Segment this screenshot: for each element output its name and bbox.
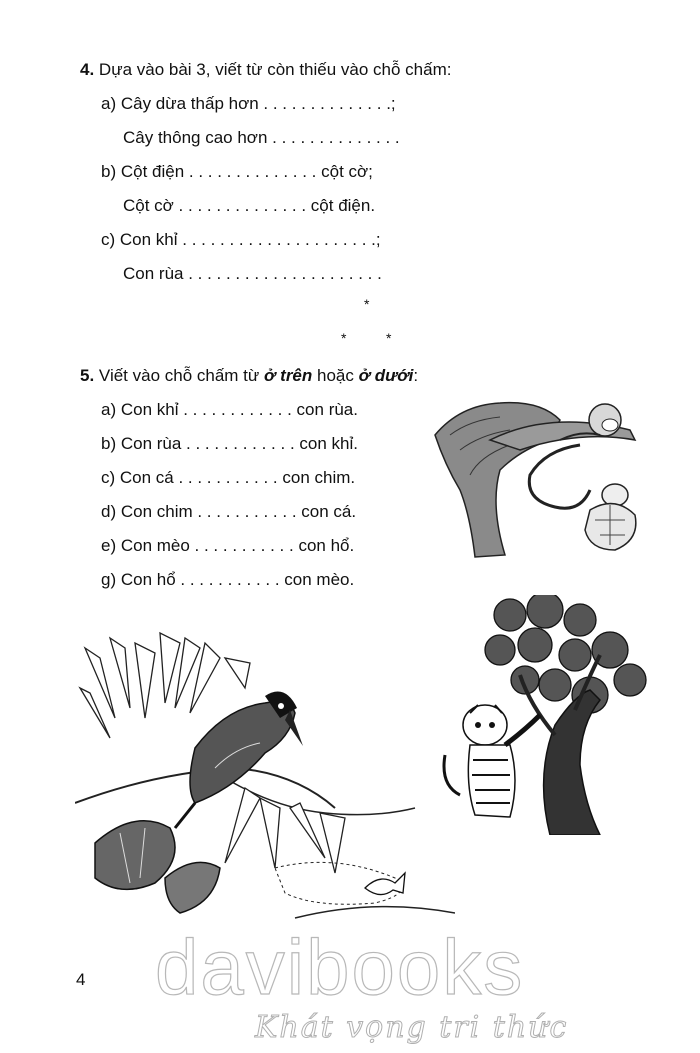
tiger-cat-tree-icon bbox=[440, 595, 655, 835]
bird-fish-icon bbox=[75, 628, 455, 933]
exercise-4-line-c1: c) Con khỉ . . . . . . . . . . . . . . . . . . . . .; bbox=[101, 230, 381, 249]
exercise-5-line-d: d) Con chim . . . . . . . . . . . con cá. bbox=[101, 502, 357, 521]
exercise-4-line-a2: Cây thông cao hơn . . . . . . . . . . . . . . bbox=[123, 128, 400, 147]
separator-star: * bbox=[386, 330, 392, 346]
watermark-slogan: Khát vọng tri thức bbox=[255, 1010, 569, 1045]
exercise-5-text-pre: Viết vào chỗ chấm từ bbox=[94, 366, 265, 385]
exercise-5-line-e: e) Con mèo . . . . . . . . . . . con hổ. bbox=[101, 536, 355, 555]
page-number: 4 bbox=[76, 970, 86, 989]
exercise-5-line-a: a) Con khỉ . . . . . . . . . . . . con rùa. bbox=[101, 400, 358, 419]
exercise-5-word-above: ở trên bbox=[264, 366, 313, 385]
exercise-4-line-c2: Con rùa . . . . . . . . . . . . . . . . . . . . . bbox=[123, 264, 382, 283]
monkey-turtle-icon bbox=[430, 395, 650, 570]
watermark-brand: davibooks bbox=[155, 923, 525, 1011]
exercise-4-line-a1: a) Cây dừa thấp hơn . . . . . . . . . . . . . .; bbox=[101, 94, 396, 113]
separator-star: * bbox=[364, 296, 370, 312]
exercise-5-text-end: : bbox=[413, 366, 419, 385]
exercise-5-line-b: b) Con rùa . . . . . . . . . . . . con khỉ. bbox=[101, 434, 358, 453]
separator-star: * bbox=[341, 330, 347, 346]
exercise-5-text-mid: hoặc bbox=[312, 366, 359, 385]
exercise-4-line-b1: b) Cột điện . . . . . . . . . . . . . . cột cờ; bbox=[101, 162, 373, 181]
exercise-5-line-g: g) Con hổ . . . . . . . . . . . con mèo. bbox=[101, 570, 355, 589]
exercise-4-instruction bbox=[80, 60, 451, 80]
exercise-5-word-below: ở dưới bbox=[358, 366, 414, 385]
exercise-5-instruction bbox=[80, 366, 418, 386]
exercise-5-number: 5. bbox=[80, 366, 95, 385]
exercise-5-line-c: c) Con cá . . . . . . . . . . . con chim. bbox=[101, 468, 356, 487]
exercise-4-line-b2: Cột cờ . . . . . . . . . . . . . . cột điện. bbox=[123, 196, 376, 215]
exercise-4-text: Dựa vào bài 3, viết từ còn thiếu vào chỗ chấm: bbox=[94, 60, 452, 79]
exercise-4-number: 4. bbox=[80, 60, 95, 79]
